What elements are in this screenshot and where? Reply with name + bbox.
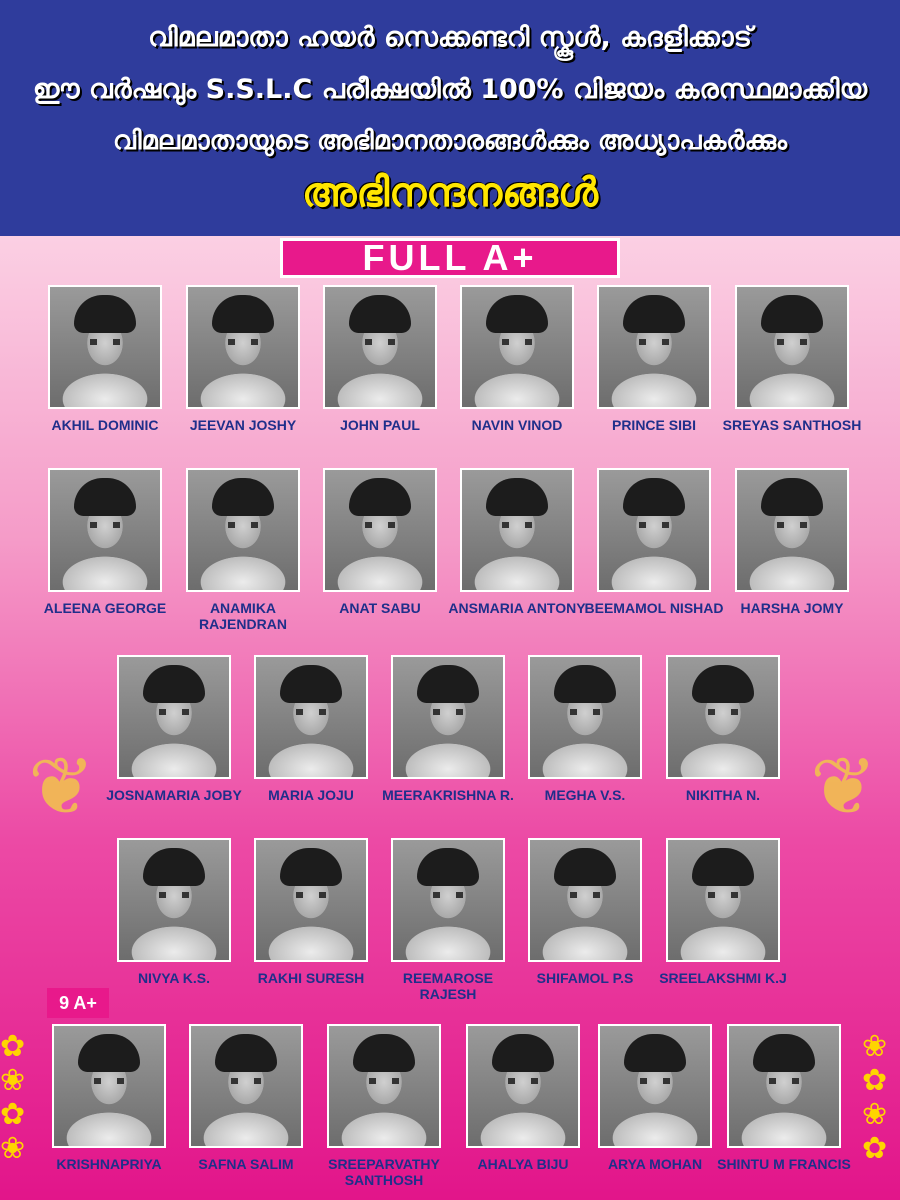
student-photo: [460, 468, 574, 592]
student-name: JEEVAN JOSHY: [189, 417, 297, 433]
student-card: [327, 1024, 441, 1188]
student-card: [717, 1024, 851, 1172]
student-card: [460, 285, 574, 433]
student-photo: [117, 838, 231, 962]
student-card: [597, 285, 711, 433]
student-card: [323, 468, 437, 616]
student-name: ANAMIKA RAJENDRAN: [199, 600, 287, 632]
student-name: MEERAKRISHNA R.: [382, 787, 514, 803]
student-name: SHINTU M FRANCIS: [717, 1156, 851, 1172]
student-card: [382, 655, 514, 803]
student-photo: [598, 1024, 712, 1148]
student-photo: [735, 285, 849, 409]
student-name: KRISHNAPRIYA: [56, 1156, 162, 1172]
student-photo: [597, 285, 711, 409]
student-name: ANSMARIA ANTONY: [448, 600, 586, 616]
student-photo: [727, 1024, 841, 1148]
student-photo: [460, 285, 574, 409]
congratulations-subline: വിമലമാതായുടെ അഭിമാനതാരങ്ങൾക്കും അധ്യാപകർക്കും: [113, 126, 787, 156]
student-card: [722, 285, 862, 433]
student-name: REEMAROSE RAJESH: [402, 970, 494, 1002]
student-photo: [52, 1024, 166, 1148]
student-card: [584, 468, 724, 616]
student-card: [466, 1024, 580, 1172]
student-photo: [189, 1024, 303, 1148]
student-card: [735, 468, 849, 616]
student-name: ANAT SABU: [339, 600, 421, 616]
student-photo: [528, 838, 642, 962]
student-card: [186, 468, 300, 632]
student-photo: [48, 285, 162, 409]
result-announcement: ഈ വർഷവും S.S.L.C പരീക്ഷയിൽ 100% വിജയം കരസ്ഥമാക്കിയ: [32, 74, 868, 105]
student-name: ALEENA GEORGE: [43, 600, 167, 616]
greeting-title: അഭിനന്ദനങ്ങൾ: [301, 170, 599, 216]
student-photo: [735, 468, 849, 592]
student-photo: [186, 285, 300, 409]
student-card: [48, 285, 162, 433]
student-photo: [666, 655, 780, 779]
student-name: JOHN PAUL: [340, 417, 420, 433]
student-photo: [528, 655, 642, 779]
student-name: BEEMAMOL NISHAD: [584, 600, 724, 616]
student-name: SREEPARVATHY SANTHOSH: [328, 1156, 440, 1188]
student-name: NIKITHA N.: [685, 787, 761, 803]
student-name: RAKHI SURESH: [257, 970, 365, 986]
student-photo: [254, 655, 368, 779]
student-photo: [327, 1024, 441, 1148]
student-photo: [186, 468, 300, 592]
student-photo: [48, 468, 162, 592]
student-name: ARYA MOHAN: [607, 1156, 703, 1172]
nine-a-plus-badge: 9 A+: [47, 988, 109, 1018]
student-photo: [391, 838, 505, 962]
student-photo: [666, 838, 780, 962]
student-name: PRINCE SIBI: [611, 417, 696, 433]
student-card: [186, 285, 300, 433]
student-card: [254, 838, 368, 986]
student-card: [659, 838, 787, 986]
header-banner: [0, 0, 900, 236]
student-name: NIVYA K.S.: [137, 970, 211, 986]
student-name: HARSHA JOMY: [740, 600, 844, 616]
student-photo: [254, 838, 368, 962]
student-name: MARIA JOJU: [268, 787, 354, 803]
student-photo: [117, 655, 231, 779]
student-name: AHALYA BIJU: [477, 1156, 569, 1172]
student-photo: [466, 1024, 580, 1148]
school-name: വിമലമാതാ ഹയർ സെക്കണ്ടറി സ്കൂൾ, കദളിക്കാട്: [148, 22, 752, 53]
student-card: [43, 468, 167, 616]
student-name: SAFNA SALIM: [198, 1156, 294, 1172]
student-card: [52, 1024, 166, 1172]
student-name: AKHIL DOMINIC: [51, 417, 159, 433]
student-photo: [323, 285, 437, 409]
student-photo: [323, 468, 437, 592]
student-photo: [597, 468, 711, 592]
student-card: [323, 285, 437, 433]
student-card: [666, 655, 780, 803]
left-flowers-icon: ✿ ❀ ✿ ❀: [0, 1029, 26, 1166]
student-card: [528, 838, 642, 986]
right-flourish-icon: ❦: [810, 740, 878, 833]
student-name: MEGHA V.S.: [544, 787, 626, 803]
student-card: [117, 838, 231, 986]
student-card: [528, 655, 642, 803]
full-a-plus-badge: FULL A+: [280, 238, 620, 278]
right-flowers-icon: ❀ ✿ ❀ ✿: [862, 1029, 888, 1166]
left-flourish-icon: ❦: [28, 740, 96, 833]
student-card: [598, 1024, 712, 1172]
student-card: [106, 655, 242, 803]
student-card: [448, 468, 586, 616]
student-name: SREELAKSHMI K.J: [659, 970, 787, 986]
student-card: [254, 655, 368, 803]
student-name: JOSNAMARIA JOBY: [106, 787, 242, 803]
student-card: [391, 838, 505, 1002]
student-card: [189, 1024, 303, 1172]
student-name: SHIFAMOL P.S: [536, 970, 634, 986]
student-name: NAVIN VINOD: [471, 417, 563, 433]
student-name: SREYAS SANTHOSH: [722, 417, 862, 433]
student-photo: [391, 655, 505, 779]
